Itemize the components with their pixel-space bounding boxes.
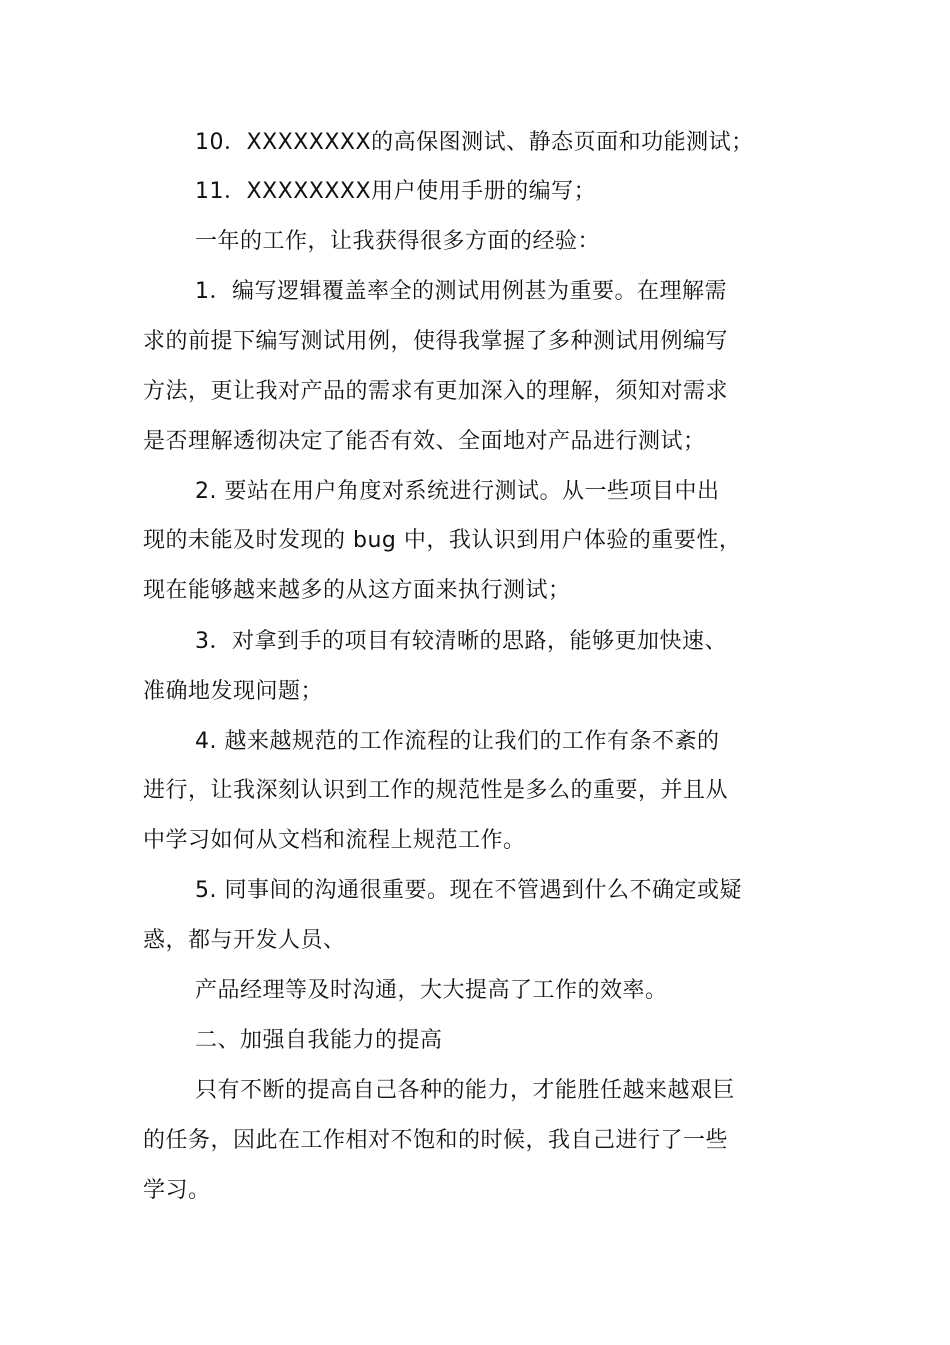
text-line: 现在能够越来越多的从这方面来执行测试； <box>143 578 571 603</box>
text-line: 1．编写逻辑覆盖率全的测试用例甚为重要。在理解需 <box>195 279 727 304</box>
text-line: 4. 越来越规范的工作流程的让我们的工作有条不紊的 <box>195 729 720 754</box>
text-line: 方法，更让我对产品的需求有更加深入的理解，须知对需求 <box>143 379 729 404</box>
text-line: 中学习如何从文档和流程上规范工作。 <box>143 828 526 853</box>
text-line: 只有不断的提高自己各种的能力，才能胜任越来越艰巨 <box>195 1078 736 1103</box>
text-line: 求的前提下编写测试用例，使得我掌握了多种测试用例编写 <box>143 329 729 354</box>
text-line: 的任务，因此在工作相对不饱和的时候，我自己进行了一些 <box>143 1128 729 1153</box>
text-line: 进行，让我深刻认识到工作的规范性是多么的重要，并且从 <box>143 778 729 803</box>
text-line: 3．对拿到手的项目有较清晰的思路，能够更加快速、 <box>195 629 727 654</box>
text-line: 10．XXXXXXXX的高保图测试、静态页面和功能测试； <box>195 130 754 155</box>
text-line: 学习。 <box>143 1178 211 1203</box>
text-line: 产品经理等及时沟通，大大提高了工作的效率。 <box>195 978 668 1003</box>
text-line: 现的未能及时发现的 bug 中，我认识到用户体验的重要性， <box>143 528 742 553</box>
text-line: 2. 要站在用户角度对系统进行测试。从一些项目中出 <box>195 479 720 504</box>
text-line: 11．XXXXXXXX用户使用手册的编写； <box>195 179 597 204</box>
text-line: 一年的工作，让我获得很多方面的经验： <box>195 229 601 254</box>
text-line: 5. 同事间的沟通很重要。现在不管遇到什么不确定或疑 <box>195 878 742 903</box>
text-line: 是否理解透彻决定了能否有效、全面地对产品进行测试； <box>143 429 706 454</box>
text-line: 惑，都与开发人员、 <box>143 928 346 953</box>
section-heading: 二、加强自我能力的提高 <box>195 1028 443 1053</box>
text-line: 准确地发现问题； <box>143 679 324 704</box>
